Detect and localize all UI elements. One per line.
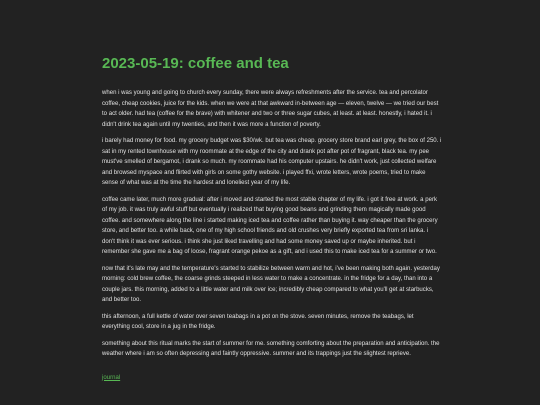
- post-title: 2023-05-19: coffee and tea: [102, 55, 289, 72]
- post-paragraph-4: now that it's late may and the temperature's started to stabilize between warm and hot, i've been making both again. yesterday morning: cold brew coffee, the coarse grinds steeped in less water to make a concentrate. in the fridge for a day, than into a couple jars. this morning, added to a little water and milk over ice; incredibly cheap compared to what you'll get at starbucks, and better too.: [102, 265, 440, 303]
- post-paragraph-6: something about this ritual marks the start of summer for me. something comforting about the preparation and anticipation. the weather where i am so often depressing and faintly oppressive. summer and its trappings just the slightest reprieve.: [102, 340, 440, 357]
- tag-link-journal[interactable]: journal: [102, 374, 121, 381]
- post-paragraph-3: coffee came later, much more gradual: after i moved and started the most stable chapter of my life. i got it free at work. a perk of my job. it was truly awful stuff but eventually i realized that buying good beans and grinding them magically made good coffee. and somewhere along the line i started making iced tea and coffee rather than buying it. way cheaper than the grocery store, and better too. a while back, one of my high school friends and old crushes very briefly exported tea from sri lanka. i don't think it was ever serious. i think she just liked travelling and had some money saved up or maybe inherited. but i remember she gave me a bag of loose, fragrant orange pekoe as a gift, and i used this to make iced tea for a summer or two.: [102, 196, 438, 255]
- post-paragraph-2: i barely had money for food. my grocery budget was $30/wk. but tea was cheap. grocery store brand earl grey, the box of 250. i sat in my rented townhouse with my roommate at the edge of the city and drank pot after pot of fragrant, black tea. my pee must've smelled of bergamot, i drank so much. my roommate had his computer upstairs. he didn't work, just collected welfare and browsed myspace and flirted with girls on some gothy website. i played ffxi, wrote letters, wrote poems, tried to make sense of what was at the time the hardest and loneliest year of my life.: [102, 138, 442, 186]
- post-article: [102, 54, 442, 384]
- post-paragraph-1: when i was young and going to church every sunday, there were always refreshments after the service. tea and percolator coffee, cheap cookies, juice for the kids. when we were at that awkward in-between age — eleven, twelve — we tried our best to act older. had tea (coffee for the brave) with whitener and two or three sugar cubes, at least. at least. honestly, i hated it. i didn't drink tea again until my twenties, and then it was more a function of poverty.: [102, 90, 439, 128]
- post-paragraph-5: this afternoon, a full kettle of water over seven teabags in a pot on the stove. seven minutes, remove the teabags, let everything cool, store in a jug in the fridge.: [102, 313, 414, 330]
